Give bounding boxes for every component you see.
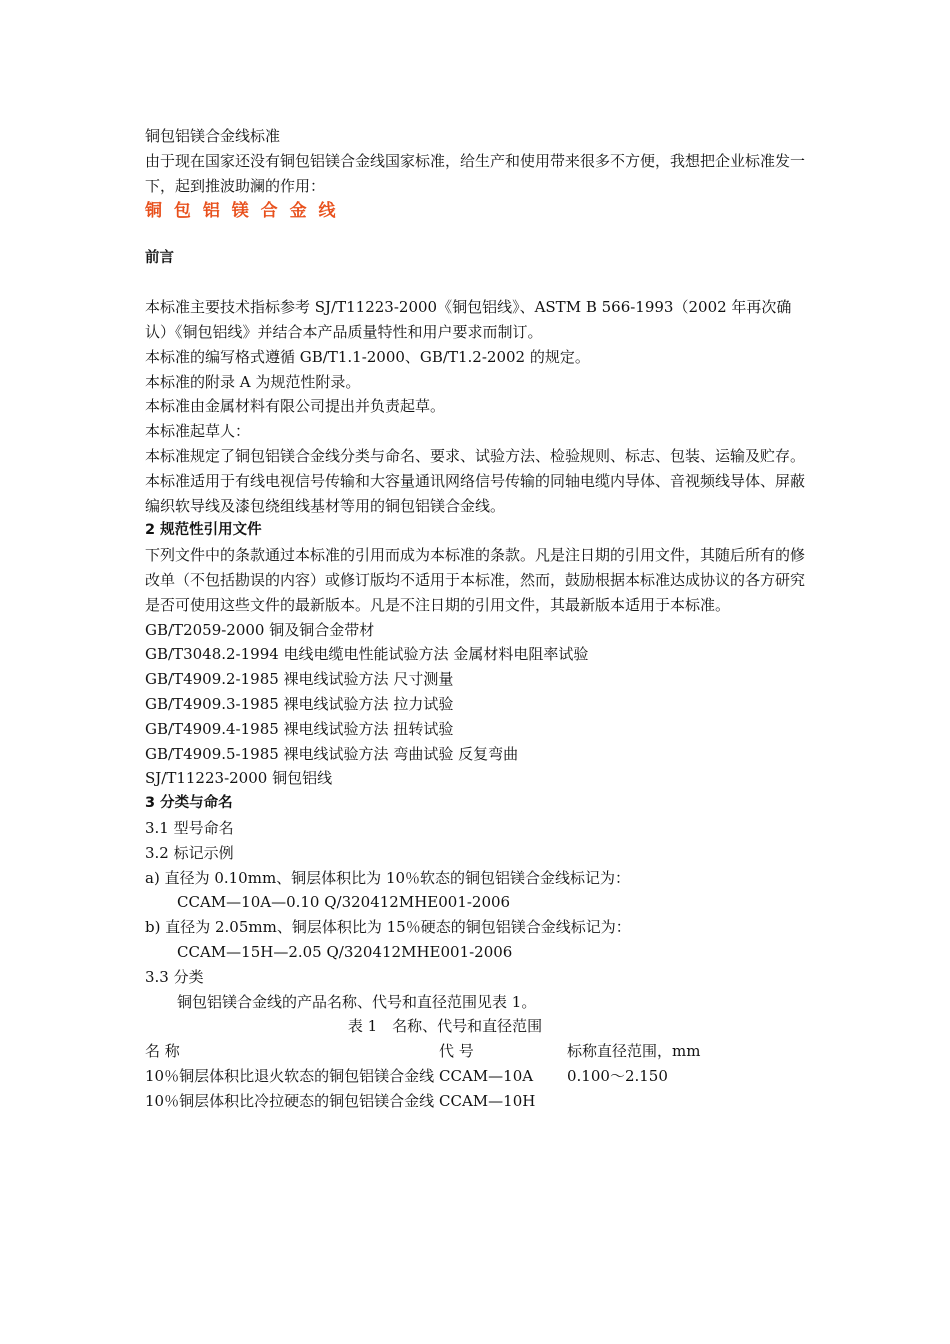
example-b: b) 直径为 2.05mm、铜层体积比为 15％硬态的铜包铝镁合金线标记为： — [145, 918, 631, 937]
preface-paragraph: 本标准的附录 A 为规范性附录。 — [145, 372, 361, 391]
table-cell-range: 0.100～2.150 — [567, 1066, 668, 1085]
example-a: a) 直径为 0.10mm、铜层体积比为 10％软态的铜包铝镁合金线标记为： — [145, 868, 631, 887]
table-header-cell: 标称直径范围，mm — [567, 1042, 701, 1061]
table-cell-code: CCAM—10A — [439, 1066, 534, 1085]
classification-table — [145, 1039, 785, 1113]
table-cell-name: 10％铜层体积比冷拉硬态的铜包铝镁合金线 — [145, 1091, 435, 1110]
reference-item: GB/T2059-2000 铜及铜合金带材 — [145, 620, 375, 639]
example-a-code: CCAM—10A—0.10 Q/320412MHE001-2006 — [177, 893, 511, 912]
doc-title: 铜包铝镁合金线标准 — [145, 127, 281, 145]
preface-paragraph: 本标准适用于有线电视信号传输和大容量通讯网络信号传输的同轴电缆内导体、音视频线导体、屏蔽编织软导线及漆包绕组线基材等用的铜包铝镁合金线。 — [145, 471, 806, 515]
section-2-title: 2 规范性引用文件 — [145, 522, 262, 539]
section-2-paragraph: 下列文件中的条款通过本标准的引用而成为本标准的条款。凡是注日期的引用文件，其随后所有的修改单（不包括勘误的内容）或修订版均不适用于本标准，然而，鼓励根据本标准达成协议的各方研究是否可使用这些文件的最新版本。凡是不注日期的引用文件，其最新版本适用于本标准。 — [145, 546, 806, 614]
table-caption: 表 1 名称、代号和直径范围 — [347, 1017, 543, 1036]
table-header-cell: 代 号 — [439, 1042, 474, 1061]
reference-item: SJ/T11223-2000 铜包铝线 — [145, 769, 333, 788]
intro-paragraph: 由于现在国家还没有铜包铝镁合金线国家标准，给生产和使用带来很多不方便，我想把企业标准发一下，起到推波助澜的作用： — [145, 151, 806, 195]
table-cell-code: CCAM—10H — [439, 1091, 536, 1110]
subsection-3-3-text: 铜包铝镁合金线的产品名称、代号和直径范围见表 1。 — [177, 992, 537, 1011]
subsection-3-2: 3.2 标记示例 — [145, 843, 234, 862]
subsection-3-1: 3.1 型号命名 — [145, 818, 234, 837]
preface-paragraph: 本标准规定了铜包铝镁合金线分类与命名、要求、试验方法、检验规则、标志、包装、运输及贮存。 — [145, 446, 806, 465]
table-cell-range — [567, 1089, 785, 1114]
reference-item: GB/T4909.5-1985 裸电线试验方法 弯曲试验 反复弯曲 — [145, 744, 519, 763]
preface-title: 前言 — [145, 250, 174, 267]
main-heading: 铜 包 铝 镁 合 金 线 — [145, 201, 339, 222]
preface-paragraph: 本标准主要技术指标参考 SJ/T11223-2000《铜包铝线》、ASTM B 566-1993（2002 年再次确认）《铜包铝线》并结合本产品质量特性和用户要求而制订。 — [145, 298, 792, 341]
table-header-row — [145, 1039, 785, 1064]
subsection-3-3: 3.3 分类 — [145, 967, 204, 986]
example-b-code: CCAM—15H—2.05 Q/320412MHE001-2006 — [177, 942, 513, 961]
reference-item: GB/T4909.3-1985 裸电线试验方法 拉力试验 — [145, 694, 454, 713]
reference-item: GB/T4909.2-1985 裸电线试验方法 尺寸测量 — [145, 670, 454, 689]
table-cell-name: 10％铜层体积比退火软态的铜包铝镁合金线 — [145, 1066, 435, 1085]
reference-item: GB/T3048.2-1994 电线电缆电性能试验方法 金属材料电阻率试验 — [145, 645, 589, 664]
reference-item: GB/T4909.4-1985 裸电线试验方法 扭转试验 — [145, 719, 454, 738]
table-header-cell: 名 称 — [145, 1042, 180, 1061]
table-row — [145, 1089, 785, 1114]
section-3-title: 3 分类与命名 — [145, 795, 233, 812]
document-page — [145, 124, 810, 1113]
table-row — [145, 1064, 785, 1089]
preface-paragraph: 本标准由金属材料有限公司提出并负责起草。 — [145, 397, 446, 416]
preface-paragraph: 本标准起草人： — [145, 422, 251, 441]
preface-paragraph: 本标准的编写格式遵循 GB/T1.1-2000、GB/T1.2-2002 的规定。 — [145, 347, 590, 366]
